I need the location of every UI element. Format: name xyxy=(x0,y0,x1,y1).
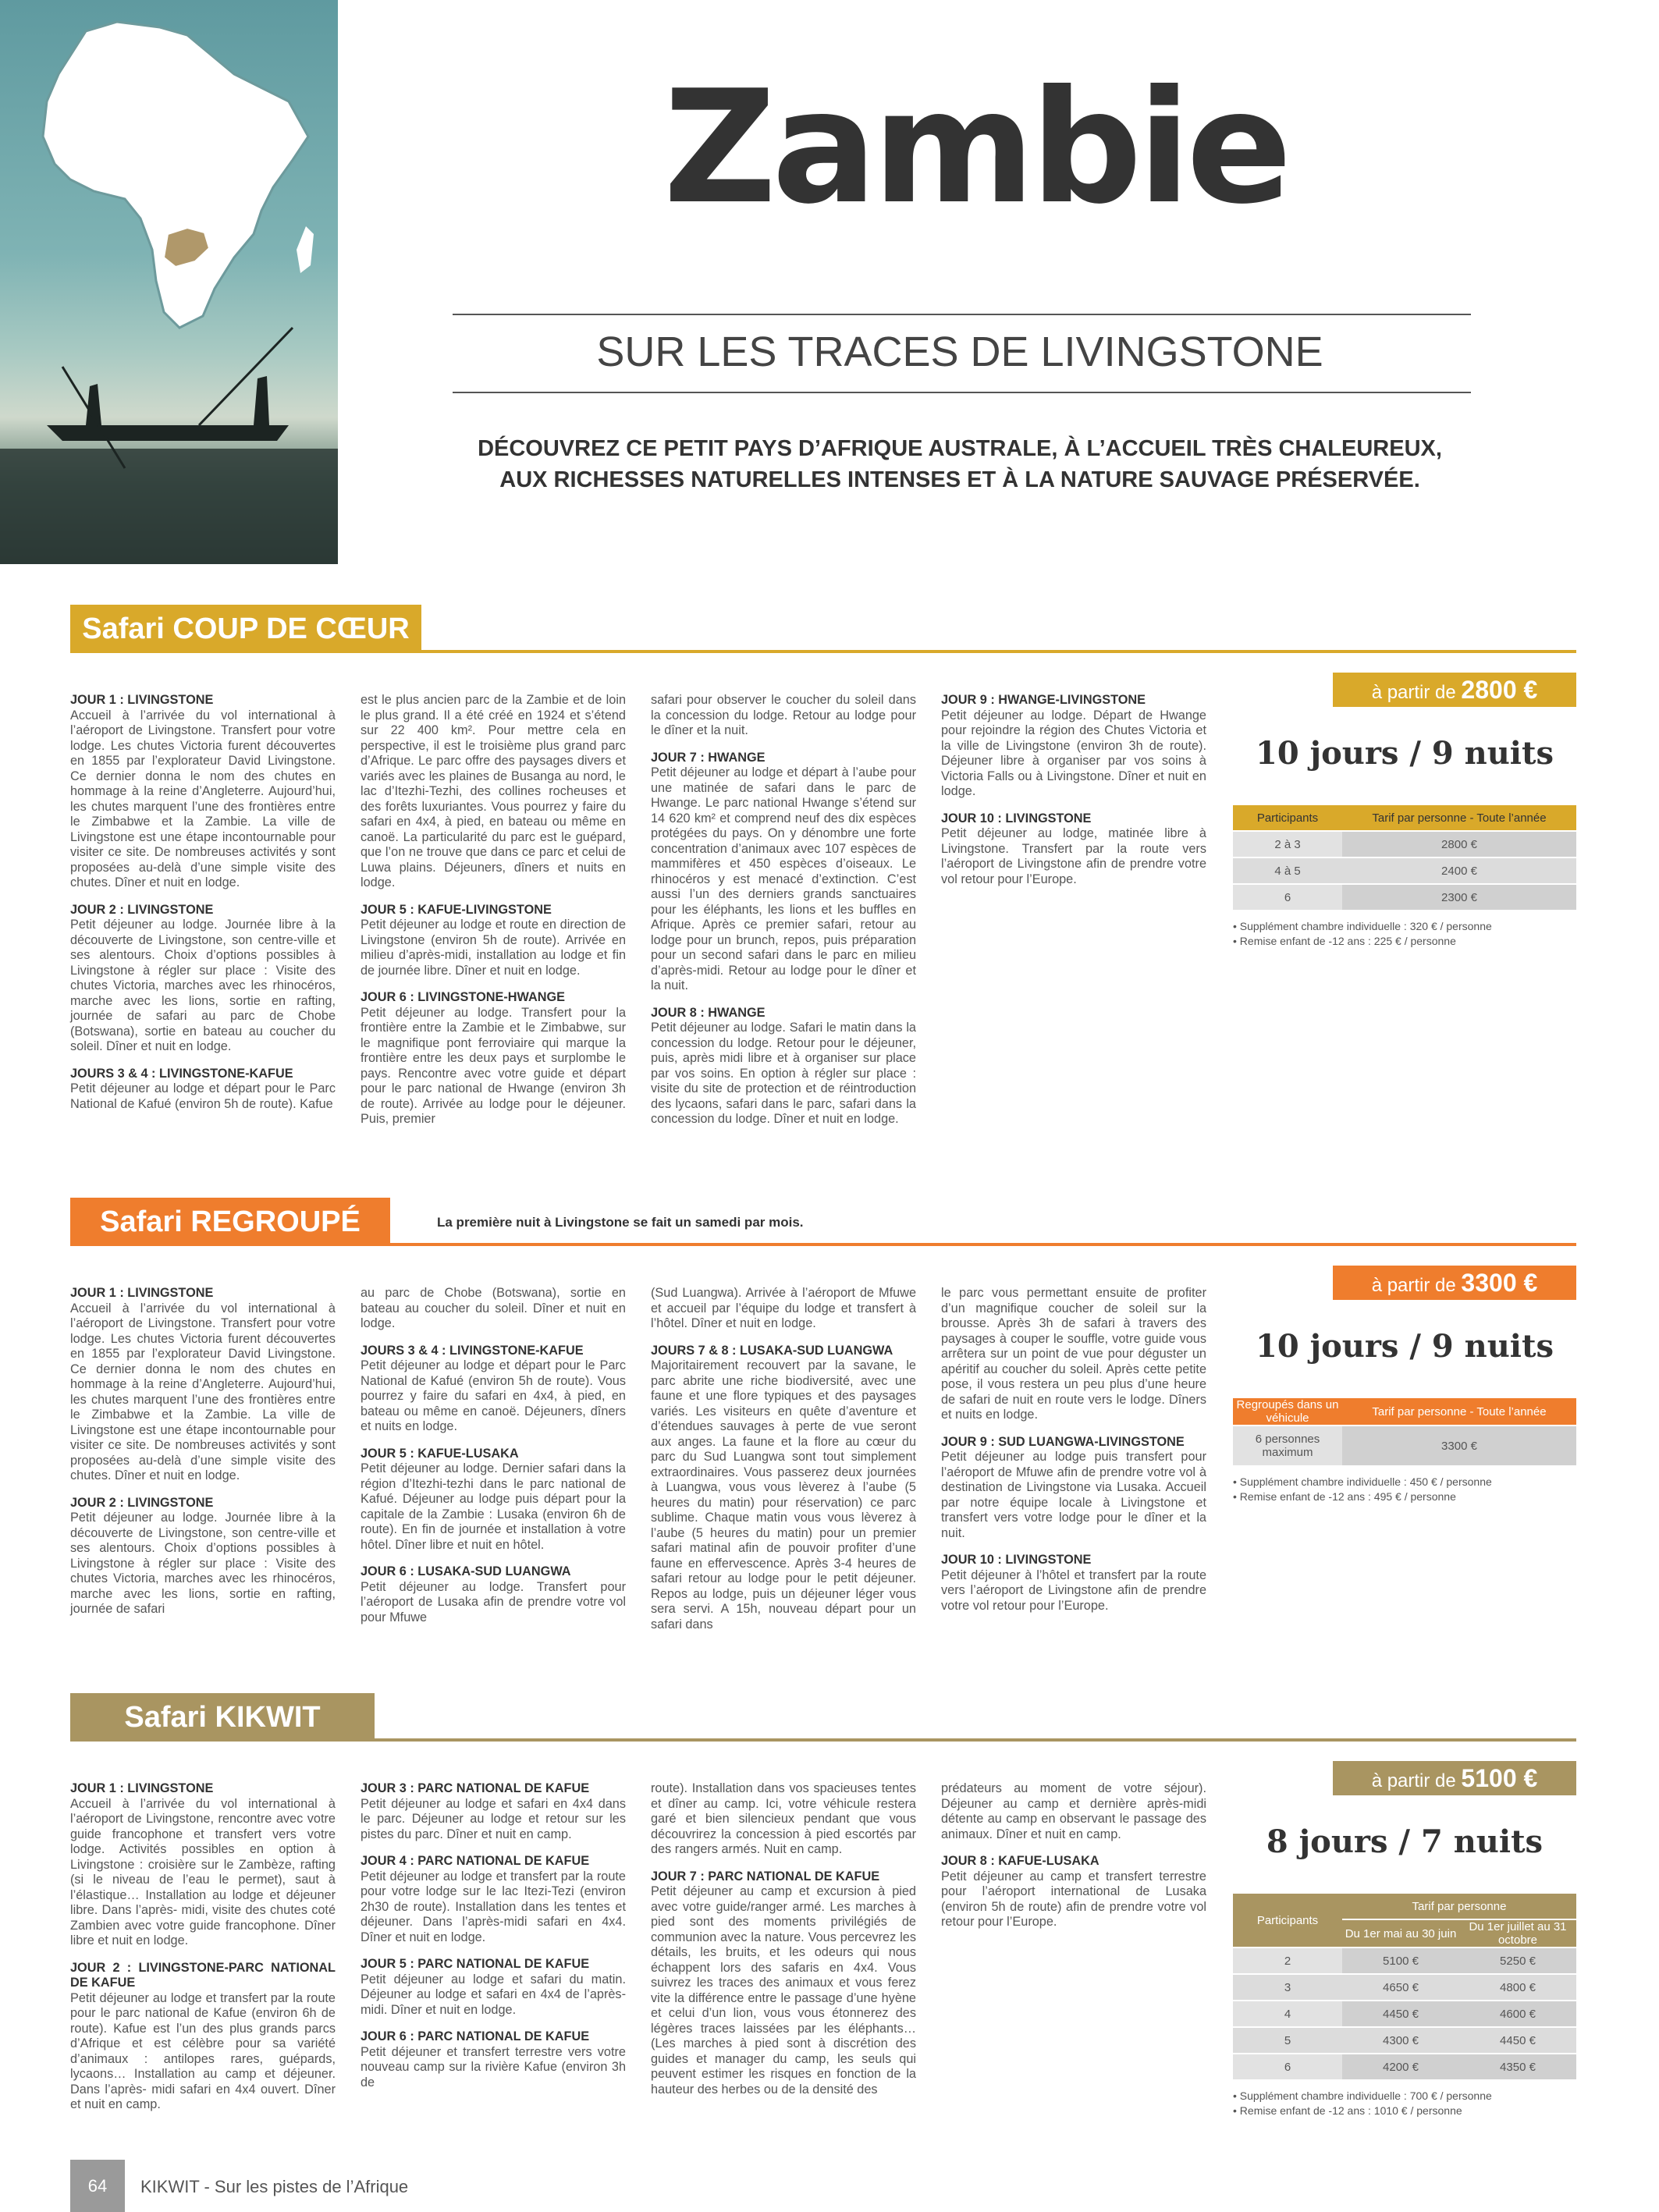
madagascar-outline xyxy=(297,226,314,273)
section-note: La première nuit à Livingstone se fait un samedi par mois. xyxy=(437,1215,804,1230)
itinerary-day-text: route). Installation dans vos spacieuses tentes et dîner au camp. Ici, votre véhicule restera garé et bien silencieux pendant que vous découvrirez la concession à pied escortés par des rangers armés. Nuit en camp. xyxy=(651,1781,916,1856)
price-table-cell: 4300 € xyxy=(1342,2027,1459,2054)
itinerary-day xyxy=(361,903,626,979)
itinerary-day-text: Majoritairement recouvert par la savane, le parc abrite une riche biodiversité, avec une faune et une flore typiques et des paysages variés. Les visiteurs en quête d’aventure et d’étendues sauvages à perte de vue seront aux anges. La faune et la flore au cœur du parc du Sud Luangwa sont tout simplement extraordinaires. Vous passerez deux journées à Luangwa, vous vous lèverez à l’aube (5 heures du matin) pour réservation) ce parc sublime. Chaque matin vous vous lèverez à l’aube (5 heures du matin) pour un premier safari matinal afin de pouvoir profiter d’une faune en effervescence. Après 3-4 heures de safari retour au lodge pour le petit déjeuner. Repos au lodge, puis un déjeuner léger vous sera servi. A 15h, nouveau départ pour un safari dans xyxy=(651,1358,916,1631)
itinerary-day-title: JOUR 9 : SUD LUANGWA-LIVINGSTONE xyxy=(941,1434,1185,1449)
itinerary-day-text: Petit déjeuner au lodge. Dernier safari dans la région d’Itezhi-tezhi dans le parc national de Kafué. Déjeuner au lodge puis départ pour la capitale de la Zambie : Lusaka (environ 6h de route). En fin de journée et installation à votre hôtel. Dîner libre et nuit en hôtel. xyxy=(361,1461,626,1552)
itinerary-day xyxy=(70,1781,336,1949)
price-table-cell: 2 à 3 xyxy=(1233,831,1342,857)
itinerary-day-text: Petit déjeuner au lodge. Journée libre à la découverte de Livingstone, son centre-ville et ses alentours. Choix d’options possibles à Livingstone à régler sur place : Visite des chutes Victoria, marches avec les rhinocéros, marche avec les lions, sortie en rafting, journée de safari xyxy=(70,1511,336,1616)
itinerary-day xyxy=(651,1344,916,1633)
itinerary-day-title: JOUR 2 : LIVINGSTONE xyxy=(70,1495,214,1510)
itinerary-day-text: Accueil à l’arrivée du vol international à l’aéroport de Livingstone. Transfert pour votre lodge. Les chutes Victoria furent découvertes en 1855 par l’explorateur David Livingstone. Ce dernier donna le nom des chutes en hommage à la reine d’Angleterre. Aujourd’hui, les chutes marquent l’une des frontières entre le Zimbabwe et la Zambie. La ville de Livingstone est une étape incontournable pour visiter ce site. De nombreuses activités y sont proposées au-delà d’une simple visite des chutes. Dîner et nuit en lodge. xyxy=(70,1301,336,1482)
itinerary-day xyxy=(70,1067,336,1113)
price-remark: • Supplément chambre individuelle : 320 € / personne xyxy=(1233,920,1492,932)
itinerary-day xyxy=(361,1286,626,1332)
itinerary-day xyxy=(941,1781,1206,1842)
price-table-cell: 5250 € xyxy=(1459,1947,1576,1974)
itinerary-day-title: JOURS 3 & 4 : LIVINGSTONE-KAFUE xyxy=(361,1343,584,1358)
itinerary-day-title: JOUR 7 : HWANGE xyxy=(651,750,766,765)
itinerary-column xyxy=(651,1286,916,1644)
price-table-header-cell: Du 1er mai au 30 juin xyxy=(1342,1919,1459,1947)
itinerary-day xyxy=(651,1006,916,1127)
price-table-row xyxy=(1233,2001,1576,2027)
itinerary-column xyxy=(941,1286,1206,1625)
itinerary-day-title: JOUR 7 : PARC NATIONAL DE KAFUE xyxy=(651,1869,880,1884)
itinerary-day xyxy=(70,1286,336,1484)
price-table xyxy=(1233,1894,1576,2081)
itinerary-day-title: JOUR 5 : KAFUE-LUSAKA xyxy=(361,1446,519,1461)
title-rule-bottom xyxy=(453,392,1471,393)
price-table-header-cell: Participants xyxy=(1233,1894,1342,1947)
itinerary-day-title: JOUR 1 : LIVINGSTONE xyxy=(70,1781,214,1795)
price-table-row xyxy=(1233,831,1576,857)
price-value: 2800 € xyxy=(1461,676,1538,704)
itinerary-day-text: Petit déjeuner au lodge et départ pour le Parc National de Kafué (environ 5h de route). Vous pourrez y faire du safari en 4x4, à pied, en bateau ou même en canoë. Déjeuners, dîners et nuits en lodge. xyxy=(361,1358,626,1433)
price-table-row xyxy=(1233,884,1576,911)
itinerary-day xyxy=(70,1961,336,2113)
africa-map-outline xyxy=(43,22,308,328)
price-table-header-cell: Participants xyxy=(1233,805,1342,831)
price-table-row xyxy=(1233,857,1576,884)
itinerary-day xyxy=(361,2029,626,2090)
trip-duration: 10 jours / 9 nuits xyxy=(1256,1328,1554,1365)
price-table-cell: 4200 € xyxy=(1342,2054,1459,2080)
itinerary-day-title: JOUR 5 : PARC NATIONAL DE KAFUE xyxy=(361,1957,590,1971)
price-table-row xyxy=(1233,2027,1576,2054)
itinerary-day xyxy=(70,1496,336,1617)
hero-photo-africa-map xyxy=(0,0,338,564)
itinerary-day-text: Petit déjeuner au lodge. Journée libre à la découverte de Livingstone, son centre-ville et ses alentours. Choix d’options possibles à Livingstone à régler sur place : Visite des chutes Victoria, marches avec les rhinocéros, marche avec les lions, sortie en rafting, journée de safari au parc de Chobe (Botswana), sortie en bateau au coucher du soleil. Dîner et nuit en lodge. xyxy=(70,918,336,1053)
section-title: Safari KIKWIT xyxy=(70,1693,375,1742)
itinerary-day xyxy=(651,693,916,739)
price-table-cell: 6 personnes maximum xyxy=(1233,1426,1342,1466)
price-table-cell: 4350 € xyxy=(1459,2054,1576,2080)
price-banner xyxy=(1333,1266,1576,1300)
itinerary-day-title: JOURS 7 & 8 : LUSAKA-SUD LUANGWA xyxy=(651,1343,893,1358)
itinerary-day-text: safari pour observer le coucher du soleil dans la concession du lodge. Retour au lodge pour le dîner et la nuit. xyxy=(651,693,916,737)
itinerary-day-text: Petit déjeuner au lodge. Safari le matin dans la concession du lodge. Retour pour le déjeuner, puis, après midi libre et à organiser sur place par vos soins. En option à régler sur place : visite du site de protection et de réintroduction des lycaons, safari dans le parc, safari dans la concession du lodge. Dîner et nuit en lodge. xyxy=(651,1021,916,1126)
itinerary-day-text: Accueil à l’arrivée du vol international à l’aéroport de Livingstone, rencontre avec votre guide francophone et transfert vers votre lodge. Activités possibles en option à Livingstone : croisière sur le Zambèze, rafting (si le niveau de l’eau le permet), saut à l’élastique… Installation au lodge et déjeuner libre. Dans l’après- midi, visite des chutes coté Zambien avec votre guide francophone. Dîner libre et nuit en lodge. xyxy=(70,1796,336,1947)
page-title: Zambie xyxy=(663,57,1288,239)
price-table xyxy=(1233,805,1576,911)
price-table-header-cell: Regroupés dans un véhicule xyxy=(1233,1398,1342,1426)
price-table-row xyxy=(1233,1974,1576,2001)
price-table-cell: 2400 € xyxy=(1342,857,1576,884)
price-remark: • Remise enfant de -12 ans : 225 € / personne xyxy=(1233,935,1456,947)
price-banner xyxy=(1333,1761,1576,1795)
price-table-row xyxy=(1233,2054,1576,2080)
itinerary-day xyxy=(651,1781,916,1858)
price-value: 5100 € xyxy=(1461,1764,1538,1792)
price-remarks xyxy=(1233,919,1576,949)
itinerary-day-text: le parc vous permettant ensuite de profiter d’un magnifique coucher de soleil sur la brousse. Après 3h de safari à travers des paysages à couper le souffle, votre guide vous arrêtera sur un point de vue pour déguster un apéritif au coucher du soleil. Après cette petite pose, il vous restera un peu plus d’une heure de safari de nuit en route vers le lodge. Dîners et nuits en lodge. xyxy=(941,1286,1206,1422)
price-remark: • Remise enfant de -12 ans : 495 € / personne xyxy=(1233,1490,1456,1503)
itinerary-day-text: Petit déjeuner au camp et transfert terrestre pour l’aéroport international de Lusaka (environ 5h de route) afin de prendre votre vol retour pour l’Europe. xyxy=(941,1869,1206,1929)
itinerary-day-title: JOUR 4 : PARC NATIONAL DE KAFUE xyxy=(361,1854,590,1868)
price-remarks xyxy=(1233,2089,1576,2118)
section-rule xyxy=(375,1738,1576,1742)
price-table-cell: 2300 € xyxy=(1342,884,1576,911)
itinerary-day-title: JOUR 9 : HWANGE-LIVINGSTONE xyxy=(941,693,1146,707)
price-table-header xyxy=(1233,1894,1576,1919)
itinerary-day xyxy=(70,693,336,891)
itinerary-day-title: JOUR 6 : PARC NATIONAL DE KAFUE xyxy=(361,2029,590,2043)
price-table-cell: 4450 € xyxy=(1459,2027,1576,2054)
itinerary-day xyxy=(361,1344,626,1435)
itinerary-day-text: Petit déjeuner au lodge et transfert par la route pour le parc national de Kafue (environ 6h de route). Kafue est l’un des plus grands parcs d’Afrique et est célèbre pour sa variété d’animaux : antilopes rares, guépards, lycaons… Installation au camp et déjeuner. Dans l’après- midi safari en 4x4 ouvert. Dîner et nuit en camp. xyxy=(70,1990,336,2111)
itinerary-day-text: Petit déjeuner et transfert terrestre vers votre nouveau camp sur la rivière Kafue (environ 3h de xyxy=(361,2044,626,2090)
itinerary-column xyxy=(70,1781,336,2125)
price-value: 3300 € xyxy=(1461,1269,1538,1297)
figure-silhouette-right xyxy=(254,376,269,425)
price-table-header-cell: Tarif par personne xyxy=(1342,1894,1576,1919)
itinerary-day-text: Accueil à l’arrivée du vol international à l’aéroport de Livingstone. Transfert pour votre lodge. Les chutes Victoria furent découvertes en 1855 par l’explorateur David Livingstone. Ce dernier donna le nom des chutes en hommage à la reine d’Angleterre. Aujourd’hui, les chutes marquent l’une des frontières entre le Zimbabwe et la Zambie. La ville de Livingstone est une étape incontournable pour visiter ce site. De nombreuses activités y sont proposées au-delà d’une simple visite des chutes. Dîner et nuit en lodge. xyxy=(70,708,336,889)
itinerary-day-text: Petit déjeuner au lodge, matinée libre à Livingstone. Transfert par la route vers l’aéroport de Livingstone afin de prendre votre vol retour pour l’Europe. xyxy=(941,826,1206,886)
itinerary-day xyxy=(651,751,916,994)
price-table-row xyxy=(1233,1947,1576,1974)
price-table-cell: 3 xyxy=(1233,1974,1342,2001)
price-table-cell: 4650 € xyxy=(1342,1974,1459,2001)
itinerary-day-title: JOUR 1 : LIVINGSTONE xyxy=(70,693,214,707)
itinerary-day-title: JOURS 3 & 4 : LIVINGSTONE-KAFUE xyxy=(70,1066,293,1081)
itinerary-day xyxy=(941,693,1206,800)
price-table-cell: 6 xyxy=(1233,2054,1342,2080)
price-remarks xyxy=(1233,1475,1576,1504)
price-remark: • Supplément chambre individuelle : 700 € / personne xyxy=(1233,2090,1492,2102)
itinerary-day-title: JOUR 2 : LIVINGSTONE-PARC NATIONAL DE KAFUE xyxy=(70,1960,336,1990)
price-table-row xyxy=(1233,1426,1576,1466)
itinerary-day-text: Petit déjeuner au lodge et départ pour le Parc National de Kafué (environ 5h de route). Kafue xyxy=(70,1081,336,1111)
itinerary-day xyxy=(361,1564,626,1625)
itinerary-day-title: JOUR 5 : KAFUE-LIVINGSTONE xyxy=(361,902,552,917)
price-table xyxy=(1233,1398,1576,1467)
price-table-cell: 2800 € xyxy=(1342,831,1576,857)
canoe-silhouette xyxy=(47,425,289,441)
itinerary-day-text: Petit déjeuner au lodge. Départ de Hwange pour rejoindre la région des Chutes Victoria et la ville de Livingstone (environ 3h de route). Déjeuner libre à organiser par vos soins à Victoria Falls ou à Livingstone. Dîner et nuit en lodge. xyxy=(941,708,1206,798)
itinerary-day-title: JOUR 6 : LUSAKA-SUD LUANGWA xyxy=(361,1564,571,1578)
price-table-cell: 4800 € xyxy=(1459,1974,1576,2001)
price-table-header-cell: Tarif par personne - Toute l’année xyxy=(1342,805,1576,831)
price-prefix: à partir de xyxy=(1371,682,1456,703)
price-table-cell: 4450 € xyxy=(1342,2001,1459,2027)
itinerary-day-text: Petit déjeuner au lodge. Transfert pour la frontière entre la Zambie et le Zimbabwe, sur le magnifique pont ferroviaire qui marque la frontière entre les deux pays et surplombe le pays. Rencontre avec votre guide et départ pour le parc national de Hwange (environ 3h de route). Arrivée au lodge pour le déjeuner. Puis, premier xyxy=(361,1005,626,1126)
itinerary-day xyxy=(361,1447,626,1553)
price-prefix: à partir de xyxy=(1371,1275,1456,1296)
itinerary-day xyxy=(361,1854,626,1945)
itinerary-day-title: JOUR 8 : HWANGE xyxy=(651,1005,766,1020)
itinerary-day xyxy=(941,1286,1206,1423)
itinerary-day xyxy=(941,1435,1206,1542)
price-table-cell: 4 xyxy=(1233,2001,1342,2027)
intro-line-1: DÉCOUVREZ CE PETIT PAYS D’AFRIQUE AUSTRALE, À L’ACCUEIL TRÈS CHALEUREUX, xyxy=(478,436,1442,461)
itinerary-day-title: JOUR 8 : KAFUE-LUSAKA xyxy=(941,1854,1099,1868)
price-remark: • Supplément chambre individuelle : 450 € / personne xyxy=(1233,1475,1492,1488)
price-banner xyxy=(1333,673,1576,707)
itinerary-column xyxy=(70,693,336,1124)
itinerary-day-title: JOUR 10 : LIVINGSTONE xyxy=(941,811,1092,826)
africa-map-illustration xyxy=(0,0,338,564)
itinerary-day-text: Petit déjeuner à l’hôtel et transfert par la route vers l’aéroport de Livingstone afin de prendre votre vol retour pour l’Europe. xyxy=(941,1568,1206,1613)
itinerary-day-text: Petit déjeuner au lodge et départ à l’aube pour une matinée de safari dans le parc de Hwange. Le parc national Hwange s’étend sur 14 620 km² et comprend neuf des dix espèces protégées du pays. On y dénombre une forte concentration d’animaux avec 107 espèces de mammifères et 450 espèces d’oiseaux. Le rhinocéros y est menacé d’extinction. C’est aussi l’un des derniers grands sanctuaires pour les éléphants, les lions et les buffles en Afrique. Après ce premier safari, retour au lodge pour un brunch, repos, puis préparation pour un second safari dans le parc en milieu d’après-midi. Retour au lodge pour le dîner et la nuit. xyxy=(651,765,916,992)
price-table-cell: 5 xyxy=(1233,2027,1342,2054)
itinerary-day xyxy=(70,903,336,1055)
itinerary-day-title: JOUR 3 : PARC NATIONAL DE KAFUE xyxy=(361,1781,590,1795)
itinerary-day xyxy=(941,1553,1206,1614)
itinerary-day-title: JOUR 2 : LIVINGSTONE xyxy=(70,902,214,917)
itinerary-column xyxy=(941,693,1206,899)
price-table-cell: 3300 € xyxy=(1342,1426,1576,1466)
itinerary-day xyxy=(651,1869,916,2098)
price-table-cell: 6 xyxy=(1233,884,1342,911)
intro-text xyxy=(437,433,1483,495)
itinerary-day-text: Petit déjeuner au camp et excursion à pied avec votre guide/ranger armé. Les marches à pied sont des moments privilégiés de communion avec la nature. Vous percevrez les détails, les bruits, et les odeurs qui nous échappent lors des safaris en 4x4. Vous suivrez les traces des animaux et vous ferez vite la différence entre le passage d’une hyène et celui d’un lion, vous vous étonnerez des légères traces laissées par les éléphants… (Les marches à pied sont à discrétion des guides et manager du camp, les seuls qui peuvent estimer les risques en fonction de la hauteur des herbes ou de la densité des xyxy=(651,1884,916,2097)
itinerary-day-text: est le plus ancien parc de la Zambie et de loin le plus grand. Il a été créé en 1924 et s’étend sur 22 400 km². Pour mettre cela en perspective, il est le troisième plus grand parc d’Afrique. Le parc offre des paysages divers et variés avec les plaines de Busanga au nord, le lac d’Itezhi-Tezhi, des collines rocheuses et des forêts luxuriantes. Vous pourrez y faire du safari en 4x4, à pied, en bateau ou même en canoë. La particularité du parc est le guépard, que l’on ne trouve que dans ce parc et celui de Luwa plains. Déjeuners, dîners et nuits en lodge. xyxy=(361,693,626,889)
intro-line-2: AUX RICHESSES NATURELLES INTENSES ET À LA NATURE SAUVAGE PRÉSERVÉE. xyxy=(499,467,1420,492)
itinerary-day xyxy=(361,1781,626,1842)
paddle-pole-right xyxy=(199,328,293,425)
itinerary-day-text: (Sud Luangwa). Arrivée à l’aéroport de Mfuwe et accueil par l’équipe du lodge et transfert à l’hôtel. Dîner et nuit en lodge. xyxy=(651,1286,916,1330)
itinerary-day-title: JOUR 1 : LIVINGSTONE xyxy=(70,1286,214,1300)
itinerary-day xyxy=(361,990,626,1127)
page-subtitle: SUR LES TRACES DE LIVINGSTONE xyxy=(596,328,1323,375)
itinerary-day-title: JOUR 6 : LIVINGSTONE-HWANGE xyxy=(361,990,566,1004)
itinerary-day-text: Petit déjeuner au lodge et safari du matin. Déjeuner au lodge et safari en 4x4 de l’après- midi. Dîner et nuit en lodge. xyxy=(361,1972,626,2017)
price-table-cell: 2 xyxy=(1233,1947,1342,1974)
section-title: Safari REGROUPÉ xyxy=(70,1198,390,1246)
footer-text: KIKWIT - Sur les pistes de l’Afrique xyxy=(140,2177,409,2196)
price-table-header xyxy=(1233,805,1576,831)
section-title: Safari COUP DE CŒUR xyxy=(70,605,421,653)
price-table-cell: 4600 € xyxy=(1459,2001,1576,2027)
trip-duration: 10 jours / 9 nuits xyxy=(1256,735,1554,772)
itinerary-column xyxy=(651,693,916,1139)
price-table-cell: 4 à 5 xyxy=(1233,857,1342,884)
itinerary-day-text: au parc de Chobe (Botswana), sortie en bateau au coucher du soleil. Dîner et nuit en lodge. xyxy=(361,1286,626,1330)
price-prefix: à partir de xyxy=(1371,1770,1456,1791)
reeds-silhouette xyxy=(0,449,338,564)
itinerary-day-title: JOUR 10 : LIVINGSTONE xyxy=(941,1553,1092,1567)
itinerary-day xyxy=(651,1286,916,1332)
itinerary-day-text: Petit déjeuner au lodge et route en direction de Livingstone (environ 5h de route). Arrivée en milieu d’après-midi, installation au lodge et fin de journée libre. Dîner et nuit en lodge. xyxy=(361,918,626,978)
itinerary-column xyxy=(361,1781,626,2102)
itinerary-column xyxy=(941,1781,1206,1942)
price-table-header-cell: Tarif par personne - Toute l’année xyxy=(1342,1398,1576,1426)
trip-duration: 8 jours / 7 nuits xyxy=(1266,1823,1544,1860)
itinerary-column xyxy=(651,1781,916,2109)
itinerary-column xyxy=(361,1286,626,1637)
itinerary-day-text: Petit déjeuner au lodge. Transfert pour l’aéroport de Lusaka afin de prendre votre vol pour Mfuwe xyxy=(361,1579,626,1624)
section-rule xyxy=(421,650,1576,653)
itinerary-day-text: Petit déjeuner au lodge et safari en 4x4 dans le parc. Déjeuner au lodge et retour sur les pistes du parc. Dîner et nuit en camp. xyxy=(361,1796,626,1841)
itinerary-day xyxy=(941,811,1206,888)
itinerary-column xyxy=(70,1286,336,1629)
itinerary-day-text: Petit déjeuner au lodge et transfert par la route pour votre lodge sur le lac Itezi-Tezi (environ 2h30 de route). Installation dans les tentes et déjeuner. Dans l’après-midi safari en 4x4. Dîner et nuit en lodge. xyxy=(361,1869,626,1944)
price-table-header-cell: Du 1er juillet au 31 octobre xyxy=(1459,1919,1576,1947)
page-number: 64 xyxy=(70,2160,125,2212)
price-table-header xyxy=(1233,1398,1576,1426)
itinerary-column xyxy=(361,693,626,1139)
title-rule-top xyxy=(453,314,1471,315)
itinerary-day-text: prédateurs au moment de votre séjour). Déjeuner au camp et dernière après-midi détente au camp en observant le passage des animaux. Dîner et nuit en camp. xyxy=(941,1781,1206,1841)
itinerary-day-text: Petit déjeuner au lodge puis transfert pour l’aéroport de Mfuwe afin de prendre votre vol à destination de Livingstone via Lusaka. Accueil par notre équipe locale à Livingstone et transfert vers votre lodge pour le dîner et la nuit. xyxy=(941,1450,1206,1540)
itinerary-day xyxy=(941,1854,1206,1930)
itinerary-day xyxy=(361,693,626,891)
price-remark: • Remise enfant de -12 ans : 1010 € / personne xyxy=(1233,2104,1462,2117)
itinerary-day xyxy=(361,1957,626,2018)
section-rule xyxy=(390,1243,1576,1246)
price-table-cell: 5100 € xyxy=(1342,1947,1459,1974)
